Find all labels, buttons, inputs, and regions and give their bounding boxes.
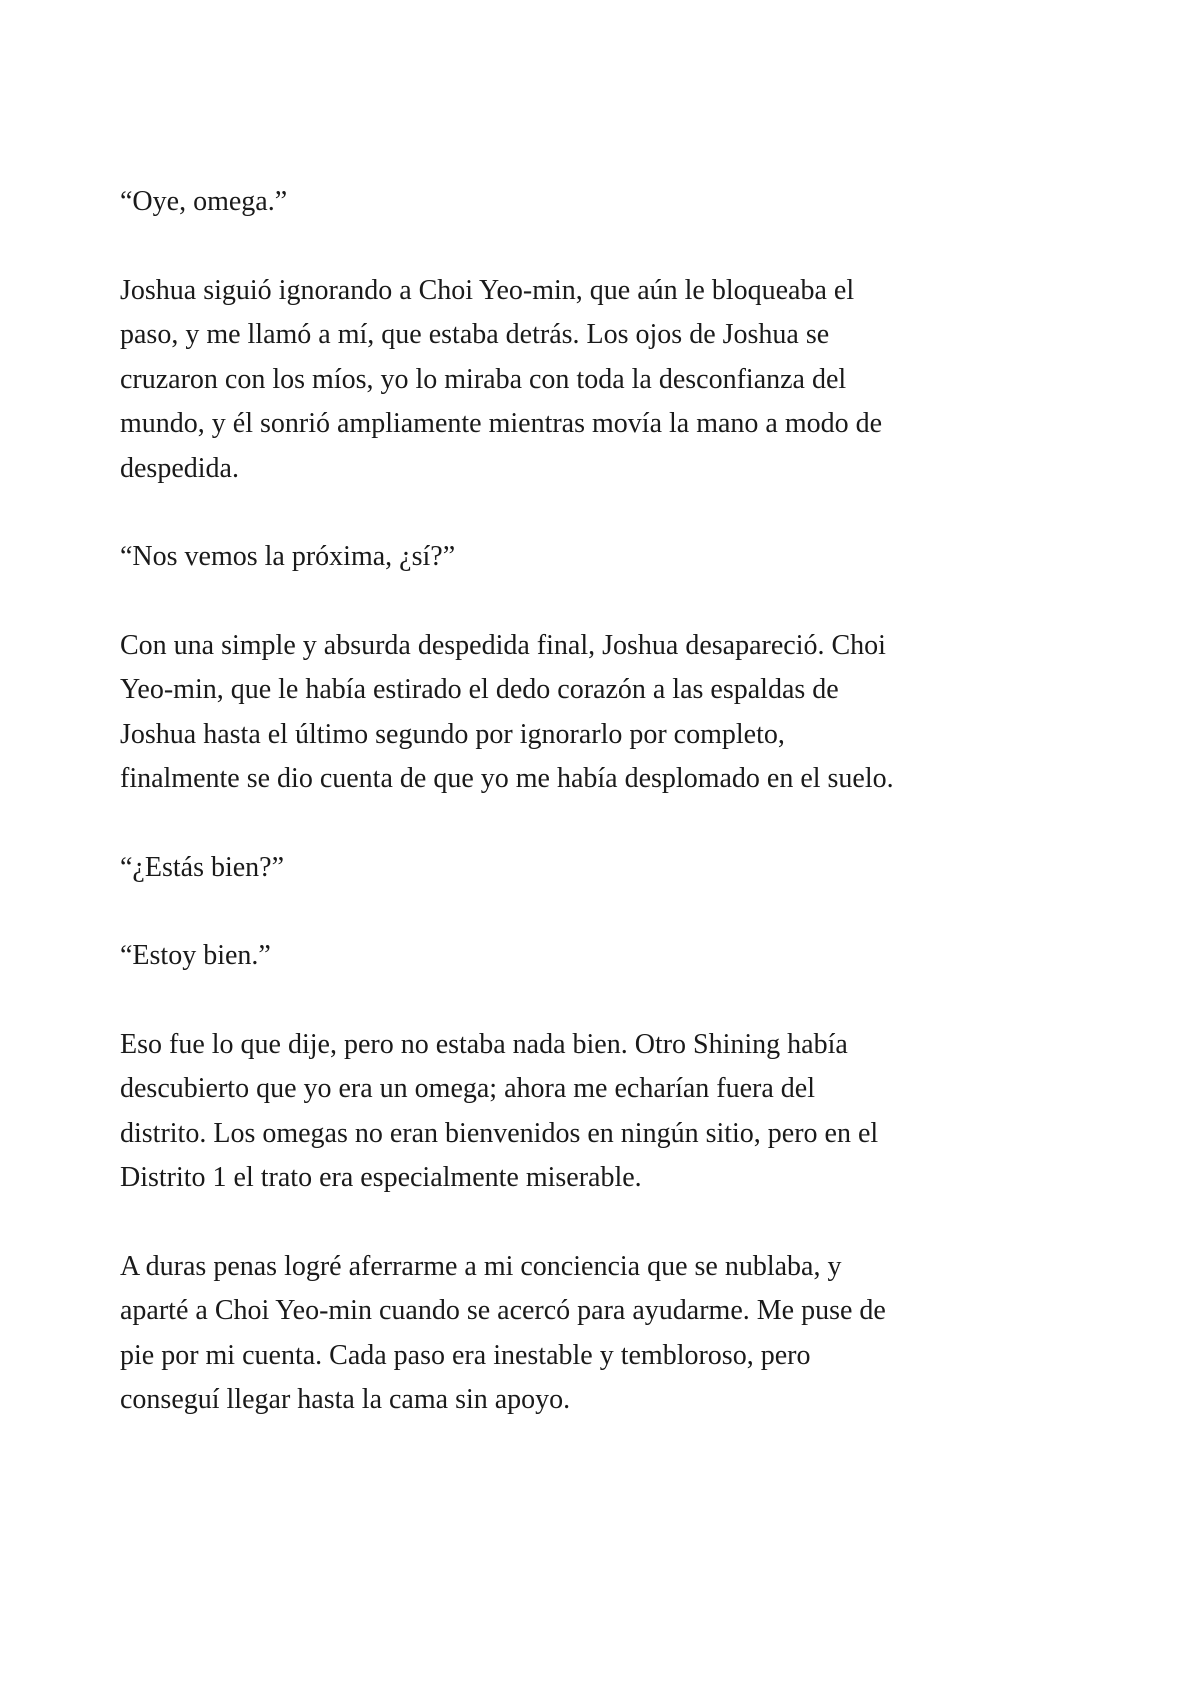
text-line: paso, y me llamó a mí, que estaba detrás. Los ojos de Joshua se (120, 319, 830, 350)
text-line: Distrito 1 el trato era especialmente miserable. (120, 1162, 642, 1193)
text-line: “Estoy bien.” (120, 940, 271, 971)
paragraph-dialogue-oye-omega (120, 180, 1100, 225)
text-line: mundo, y él sonrió ampliamente mientras movía la mano a modo de (120, 408, 883, 439)
text-line: cruzaron con los míos, yo lo miraba con toda la desconfianza del (120, 363, 847, 395)
text-line: Joshua hasta el último segundo por ignorarlo por completo, (120, 718, 785, 750)
text-line: Con una simple y absurda despedida final, Joshua desapareció. Choi (120, 629, 886, 661)
text-line: distrito. Los omegas no eran bienvenidos en ningún sitio, pero en el (120, 1117, 879, 1149)
text-line: “Nos vemos la próxima, ¿sí?” (120, 541, 456, 572)
paragraph-discovered-omega (120, 1023, 1100, 1201)
text-line: despedida. (120, 452, 239, 484)
text-line: Joshua siguió ignorando a Choi Yeo-min, que aún le bloqueaba el (120, 274, 855, 306)
paragraph-dialogue-nos-vemos (120, 535, 1100, 580)
text-line: A duras penas logré aferrarme a mi conciencia que se nublaba, y (120, 1250, 842, 1282)
paragraph-dialogue-estas-bien (120, 846, 1100, 891)
document-page (120, 180, 1100, 1467)
text-line: “Oye, omega.” (120, 186, 288, 217)
text-line: Eso fue lo que dije, pero no estaba nada bien. Otro Shining había (120, 1028, 848, 1060)
text-line: pie por mi cuenta. Cada paso era inestable y tembloroso, pero (120, 1339, 811, 1371)
paragraph-dialogue-estoy-bien (120, 934, 1100, 979)
text-line: conseguí llegar hasta la cama sin apoyo. (120, 1384, 571, 1415)
text-line: descubierto que yo era un omega; ahora me echarían fuera del (120, 1073, 815, 1104)
paragraph-reach-bed (120, 1245, 1100, 1423)
text-line: “¿Estás bien?” (120, 851, 285, 883)
text-line: finalmente se dio cuenta de que yo me había desplomado en el suelo. (120, 763, 894, 794)
text-line: Yeo-min, que le había estirado el dedo corazón a las espaldas de (120, 674, 839, 705)
text-line: aparté a Choi Yeo-min cuando se acercó para ayudarme. Me puse de (120, 1295, 886, 1326)
paragraph-joshua-ignores (120, 269, 1100, 492)
paragraph-joshua-disappears (120, 624, 1100, 802)
